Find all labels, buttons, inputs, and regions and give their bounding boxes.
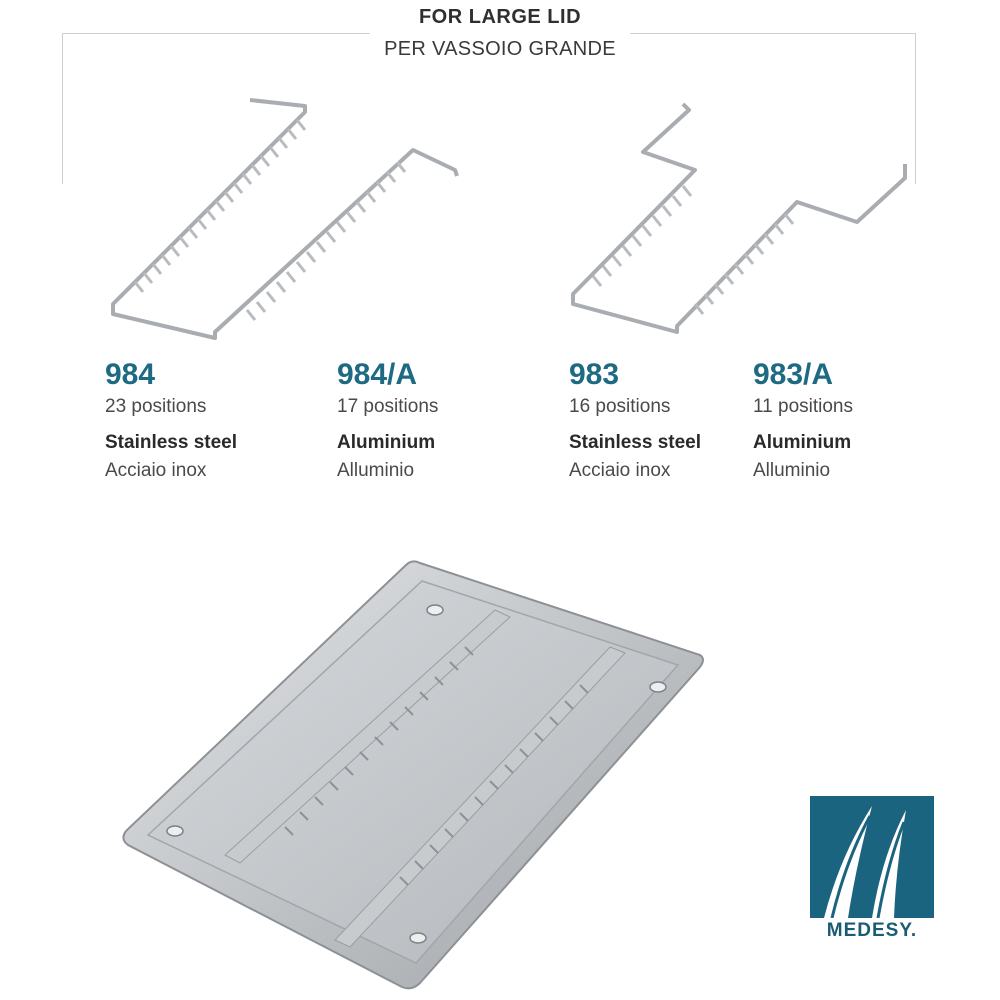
logo-text: MEDESY. (826, 920, 918, 941)
product-983a (753, 358, 953, 482)
product-983 (569, 358, 769, 482)
product-984 (105, 358, 305, 482)
product-material-it: Alluminio (337, 460, 415, 481)
product-material: Aluminium (337, 432, 436, 453)
product-material: Stainless steel (569, 432, 702, 453)
product-code: 984/A (337, 358, 418, 391)
product-positions: 23 positions (105, 396, 207, 417)
product-material: Stainless steel (105, 432, 238, 453)
rack-984-illustration (95, 92, 475, 352)
medesy-logo-icon (810, 796, 934, 918)
product-code: 983/A (753, 358, 834, 391)
product-984a (337, 358, 537, 482)
rack-983-illustration (565, 96, 915, 356)
header-title: FOR LARGE LID (418, 6, 582, 28)
tray-illustration (110, 555, 710, 995)
product-positions: 11 positions (753, 396, 853, 417)
product-code: 983 (569, 358, 620, 391)
product-material: Aluminium (753, 432, 852, 453)
product-material-it: Acciaio inox (105, 460, 207, 481)
product-positions: 17 positions (337, 396, 439, 417)
product-material-it: Acciaio inox (569, 460, 671, 481)
header-subtitle: PER VASSOIO GRANDE (384, 38, 616, 60)
product-positions: 16 positions (569, 396, 671, 417)
product-material-it: Alluminio (753, 460, 831, 481)
product-code: 984 (105, 358, 156, 391)
